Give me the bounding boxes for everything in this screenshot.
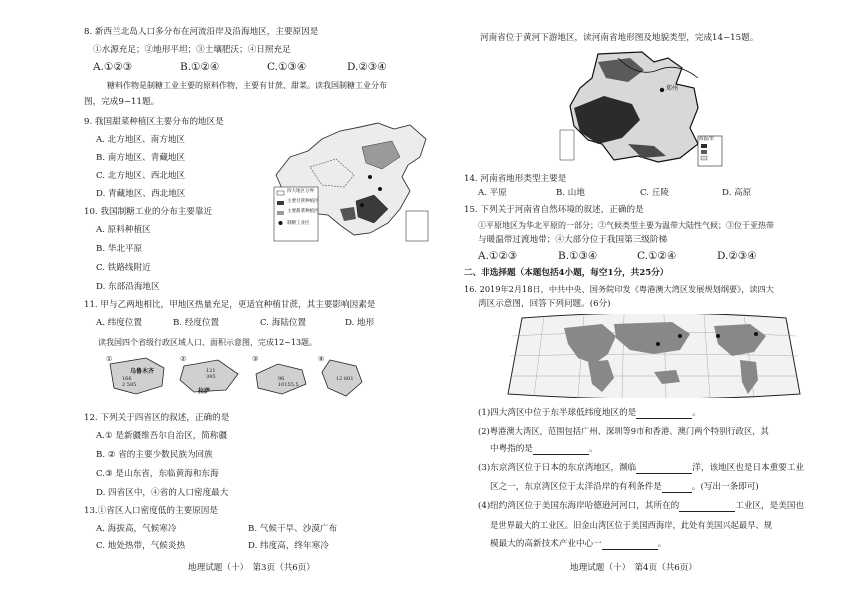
q16-sub4-line3: 模最大的高新技术产业中心一 。 [490, 539, 667, 549]
q16-sub4d-text: 模最大的高新技术产业中心一 [490, 539, 602, 549]
q16-blank-5[interactable] [679, 502, 735, 512]
province-2-pop: 121 [206, 368, 216, 374]
province-4-area: 12 601 [336, 376, 354, 382]
q11-option-d: D. 地形 [345, 318, 375, 328]
q13-stem: 13.①省区人口密度低的主要原因是 [84, 506, 218, 516]
world-map-figure [504, 314, 804, 398]
q16-sub3-line1 [478, 463, 804, 474]
province-2-number: ② [180, 355, 187, 363]
province-2-area: 345 [206, 374, 216, 380]
sugar-industry-dot [368, 175, 372, 179]
q8-stem: 8. 新西兰北岛人口多分布在河流沿岸及沿海地区，主要原因是 [84, 27, 319, 37]
q14-option-b: B. 山地 [556, 188, 585, 198]
q16-line1: 16. 2019年2月18日，中共中央、国务院印发《粤港澳大湾区发展规划纲要》，读四大 [464, 284, 774, 294]
q15-option-b: B.①③④ [558, 250, 598, 262]
q15-option-d: D.②③④ [717, 250, 757, 262]
province-2-capital: 拉萨 [198, 388, 211, 395]
q9-option-b: B. 南方地区、青藏地区 [96, 153, 186, 163]
q16-blank-4[interactable] [662, 483, 692, 493]
china-sugar-map [270, 117, 432, 249]
zhengzhou-dot [660, 88, 664, 92]
world-bay-areas-map [504, 314, 804, 398]
q10-option-c: C. 铁路线附近 [96, 263, 151, 273]
q10-option-a: A. 原料种植区 [96, 225, 151, 235]
q15-line1: ①平原地区为华北平原的一部分；②气候类型主要为温带大陆性气候；③位于亚热带 [478, 221, 774, 230]
q16-sub3-line2 [490, 482, 759, 493]
q12-option-c: C.③ 是山东省，东临黄海和东海 [96, 469, 219, 479]
q14-stem: 14. 河南省地形类型主要是 [464, 174, 567, 184]
q8-statements: ①水源充足；②地形平坦；③土壤肥沃；④日照充足 [93, 45, 291, 55]
province-map-shapes [106, 354, 372, 400]
q16-sub2b-text: 中粤指的是 [490, 444, 533, 454]
q11-stem: 11. 甲与乙两地相比，甲地区热量充足，更适宜种植甘蔗，其主要影响因素是 [84, 300, 376, 310]
q9-option-a: A. 北方地区、南方地区 [96, 135, 186, 145]
province-3-area: 10155.5 [278, 382, 299, 388]
q16-sub4b-text: 工业区，是美国也 [735, 501, 805, 511]
province-1-capital: 乌鲁木齐 [130, 368, 155, 375]
q10-option-b: B. 华北平原 [96, 244, 143, 254]
q11-option-b: B. 经度位置 [173, 318, 220, 328]
south-sea-inset [406, 211, 428, 241]
q16-sub3d-text: 。(写出一条即可) [691, 482, 759, 492]
q15-stem: 15. 下列关于河南省自然环境的叙述，正确的是 [464, 205, 644, 215]
province-maps-strip [106, 354, 372, 400]
q16-sub3a-text: (3)东京湾区位于日本的东京湾地区，濒临 [478, 463, 637, 473]
q16-sub4a-text: (4)纽约湾区位于美国东海岸哈德逊河河口，其所在的 [478, 501, 680, 511]
q16-sub4-line1 [478, 501, 804, 512]
legend-item-2: 主要甘蔗种植区 [287, 199, 319, 204]
q13-option-c: C. 地处热带，气候炎热 [96, 541, 186, 551]
left-page-footer: 地理试题（十） 第3页（共6页） [188, 563, 315, 573]
province-1-number: ① [106, 355, 113, 363]
province-3-pop: 96 [278, 376, 285, 382]
legend-item-3: 主要甜菜种植区 [287, 209, 319, 214]
q13-option-b: B. 气候干旱、沙漠广布 [248, 524, 338, 534]
q15-option-a: A.①②③ [478, 250, 518, 262]
legend-item-4: 制糖工业区 [287, 221, 310, 226]
q8-option-c: C.①③④ [267, 61, 307, 73]
q11-option-a: A. 纬度位置 [96, 318, 143, 328]
q9-stem: 9. 我国甜菜种植区主要分布的地区是 [84, 117, 224, 127]
section-2-heading: 二、非选择题（本题包括4小题，每空1分，共25分） [464, 268, 669, 278]
q16-sub1-text: (1)四大湾区中位于东半球低纬度地区的是 [478, 408, 637, 418]
q16-blank-1[interactable] [636, 409, 692, 419]
zhengzhou-label: 郑州 [666, 85, 679, 92]
intro-12-13: 读我国四个省级行政区域人口、面积示意图，完成12~13题。 [98, 338, 318, 347]
q16-blank-6[interactable] [602, 540, 658, 550]
q13-option-d: D. 纬度高，终年寒冷 [248, 541, 329, 551]
province-1-area: 2 585 [122, 382, 137, 388]
china-map-figure [270, 117, 432, 249]
henan-terrain-map [558, 48, 728, 170]
right-page [430, 0, 860, 608]
bay-area-guangdong-hk-macao [656, 342, 660, 346]
intro-9-11-line1: 糖料作物是制糖工业主要的原料作物，主要有甘蔗、甜菜。读我国制糖工业分布 [107, 81, 387, 90]
right-page-footer: 地理试题（十） 第4页（共6页） [570, 563, 697, 573]
q12-stem: 12. 下列关于四省区的叙述，正确的是 [84, 413, 230, 423]
intro-14-15: 河南省位于黄河下游地区，读河南省地形图及地貌类型，完成14~15题。 [480, 33, 759, 43]
bay-area-tokyo [678, 334, 682, 338]
q16-sub3c-text: 区之一，东京湾区位于太洋沿岸的有利条件是 [490, 482, 662, 492]
intro-9-11-line2: 图，完成9~11题。 [84, 97, 160, 107]
q16-sub1: (1)四大湾区中位于东半球低纬度地区的是 。 [478, 408, 701, 418]
q12-option-a: A.① 是新疆维吾尔自治区，简称疆 [96, 431, 228, 441]
q10-option-d: D. 东部沿海地区 [96, 282, 160, 292]
province-4-number: ④ [318, 355, 325, 363]
q12-option-b: B. ② 省的主要少数民族为回族 [96, 450, 213, 460]
q14-option-c: C. 丘陵 [640, 188, 669, 198]
legend-item-1: 四大地区分界 [287, 189, 314, 194]
q16-sub2a: (2)粤港澳大湾区，范围包括广州、深圳等9市和香港、澳门两个特别行政区，其 [478, 426, 769, 436]
province-1-pop: 166 [122, 376, 132, 382]
q15-option-c: C.①②④ [637, 250, 677, 262]
henan-legend-title: 海拔/米 [699, 137, 715, 142]
q9-option-c: C. 北方地区、西北地区 [96, 171, 186, 181]
sugar-industry-dot [378, 187, 382, 191]
landform-chart [560, 130, 574, 160]
q13-option-a: A. 海拔高，气候寒冷 [96, 524, 177, 534]
q11-option-c: C. 海陆位置 [260, 318, 307, 328]
q16-sub4-line2: 是世界最大的工业区。旧金山湾区位于美国西海岸，此处有美国兴起最早、规 [490, 520, 773, 530]
q16-blank-3[interactable] [636, 464, 692, 474]
sugar-industry-dot [360, 203, 364, 207]
q14-option-a: A. 平原 [478, 188, 507, 198]
q16-sub2b: 中粤指的是 。 [490, 444, 598, 454]
province-3-number: ③ [252, 355, 259, 363]
q16-sub3b-text: 洋，该地区也是日本重要工业 [692, 463, 805, 473]
q12-option-d: D. 四省区中，④省的人口密度最大 [96, 488, 229, 498]
q16-line2: 湾区示意图，回答下列问题。(6分) [478, 299, 611, 309]
q14-option-d: D. 高原 [722, 188, 752, 198]
henan-map-figure [558, 48, 728, 170]
bay-area-san-francisco [716, 334, 720, 338]
q8-option-d: D.②③④ [347, 61, 387, 73]
q9-option-d: D. 青藏地区、西北地区 [96, 189, 186, 199]
q15-line2: 与暖温带过渡地带；④大部分位于我国第三级阶梯 [478, 235, 668, 245]
q10-stem: 10. 我国制糖工业的分布主要靠近 [84, 207, 213, 217]
bay-area-new-york [754, 332, 758, 336]
q8-option-b: B.①②④ [180, 61, 220, 73]
q8-option-a: A.①②③ [93, 61, 133, 73]
q16-blank-2[interactable] [533, 445, 589, 455]
